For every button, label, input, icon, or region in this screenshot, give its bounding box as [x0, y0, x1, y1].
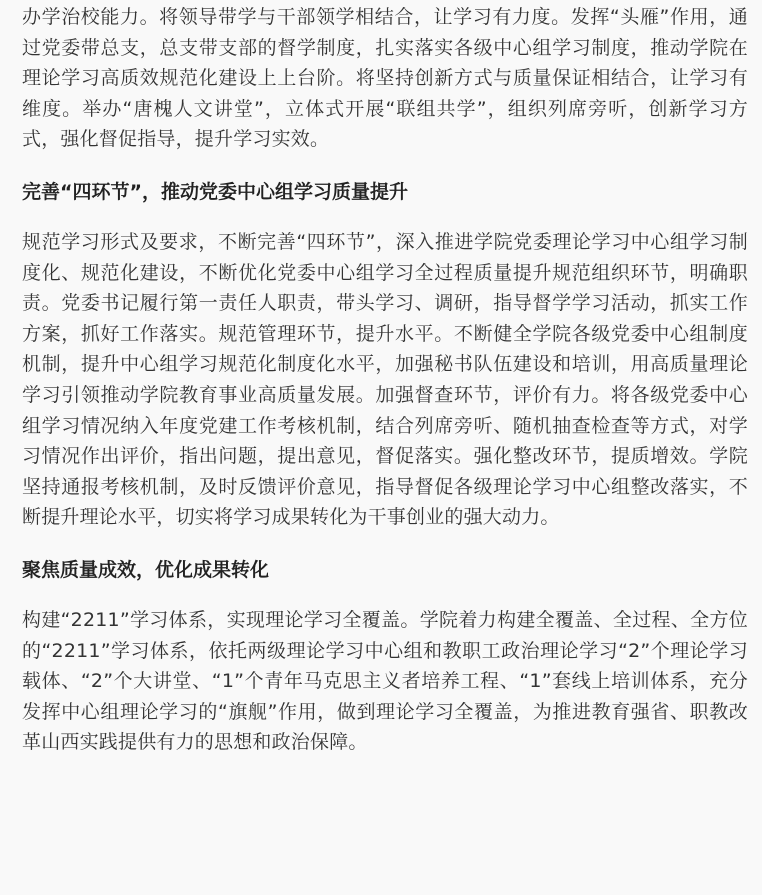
spacer — [22, 585, 748, 605]
section-paragraph-four-links: 规范学习形式及要求，不断完善“四环节”，深入推进学院党委理论学习中心组学习制度化、规范化建设，不断优化党委中心组学习全过程质量提升规范组织环节，明确职责。党委书记履行第一责任人职责，带头学习、调研，指导督学学习活动，抓实工作方案，抓好工作落实。规范管理环节，提升水平。不断健全学院各级党委中心组制度机制，提升中心组学习规范化制度化水平，加强秘书队伍建设和培训，用高质量理论学习引领推动学院教育事业高质量发展。加强督查环节，评价有力。将各级党委中心组学习情况纳入年度党建工作考核机制，结合列席旁听、随机抽查检查等方式，对学习情况作出评价，指出问题，提出意见，督促落实。强化整改环节，提质增效。学院坚持通报考核机制，及时反馈评价意见，指导督促各级理论学习中心组整改落实，不断提升理论水平，切实将学习成果转化为干事创业的强大动力。 — [22, 230, 748, 529]
spacer — [22, 533, 748, 555]
section-heading-quality-results: 聚焦质量成效，优化成果转化 — [22, 558, 270, 581]
section-heading-four-links: 完善“四环节”，推动党委中心组学习质量提升 — [22, 180, 408, 203]
intro-paragraph: 办学治校能力。将领导带学与干部领学相结合，让学习有力度。发挥“头雁”作用，通过党委带总支，总支带支部的督学制度，扎实落实各级中心组学习制度，推动学院在理论学习高质效规范化建设上上台阶。将坚持创新方式与质量保证相结合，让学习有维度。举办“唐槐人文讲堂”，立体式开展“联组共学”，组织列席旁听，创新学习方式，强化督促指导，提升学习实效。 — [22, 6, 748, 151]
spacer — [22, 155, 748, 177]
section-paragraph-quality-results: 构建“2211”学习体系，实现理论学习全覆盖。学院着力构建全覆盖、全过程、全方位的“2211”学习体系，依托两级理论学习中心组和教职工政治理论学习“2”个理论学习载体、“2”个大讲堂、“1”个青年马克思主义者培养工程、“1”套线上培训体系，充分发挥中心组理论学习的“旗舰”作用，做到理论学习全覆盖，为推进教育强省、职教改革山西实践提供有力的思想和政治保障。 — [22, 608, 748, 754]
spacer — [22, 207, 748, 227]
